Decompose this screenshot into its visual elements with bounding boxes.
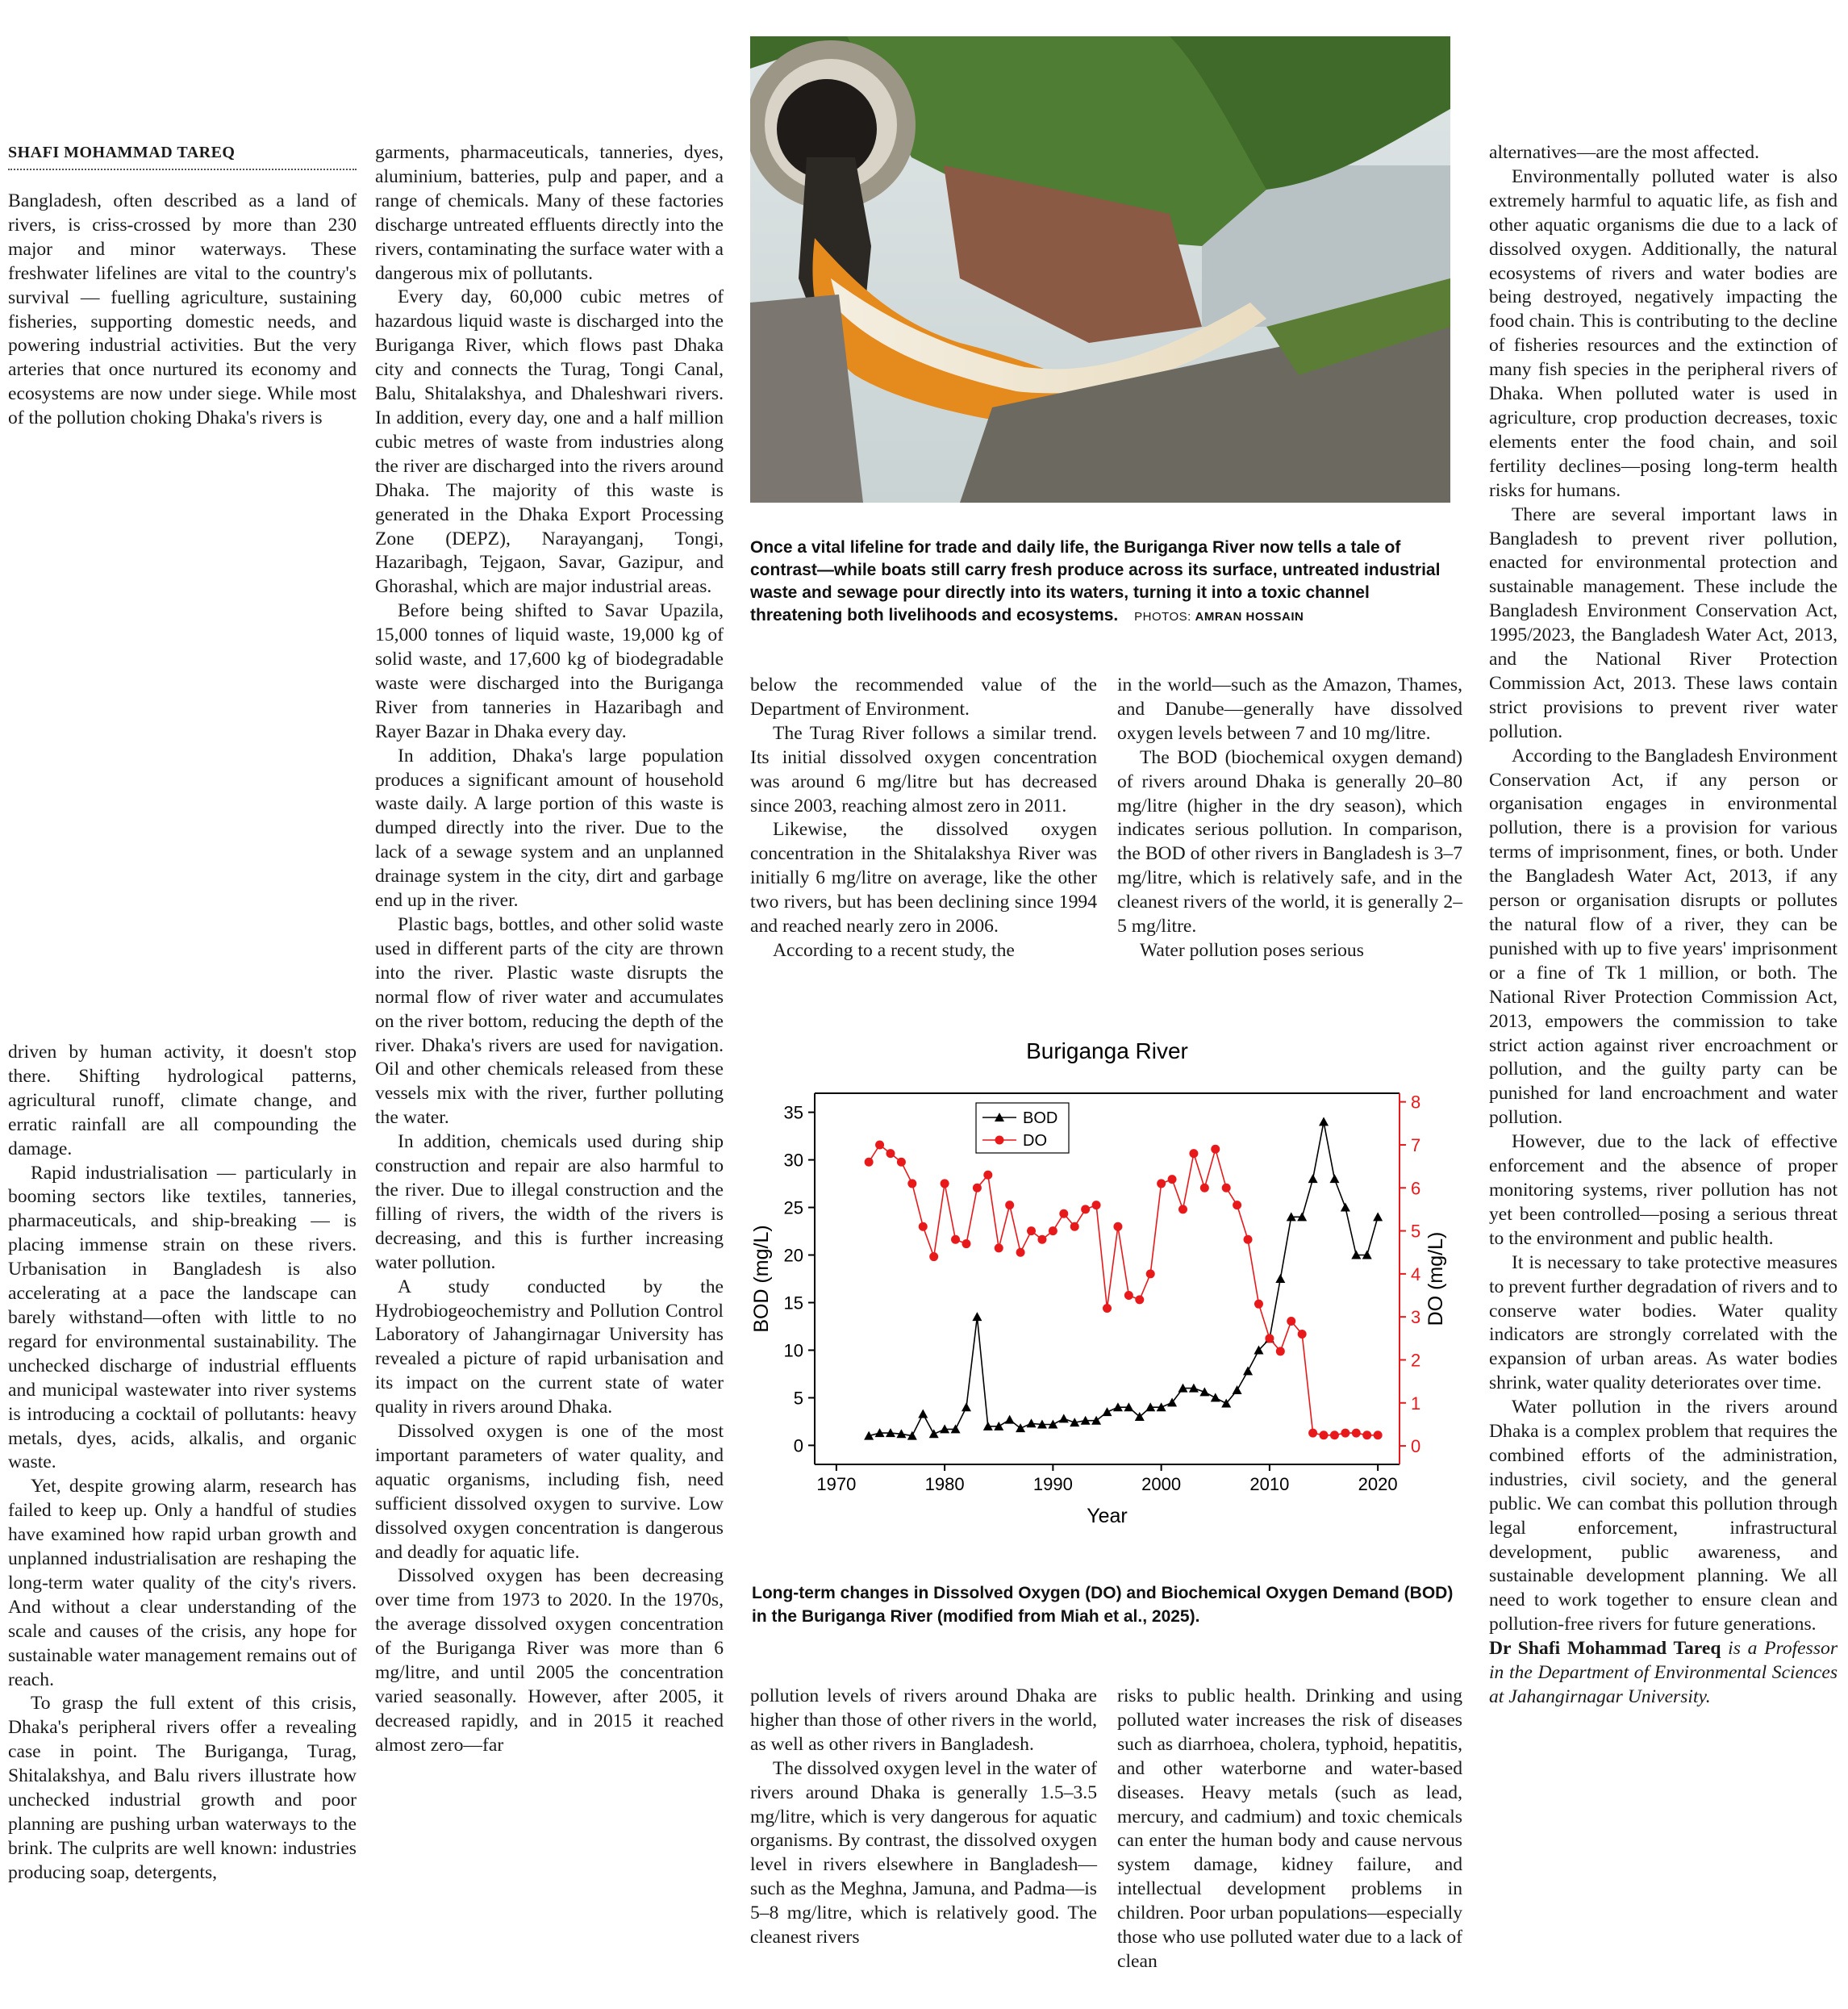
y-tick-label: 30 [783, 1150, 803, 1171]
bod-point [1027, 1418, 1037, 1427]
photo-credit-label: PHOTOS: [1134, 610, 1191, 624]
do-point [1113, 1222, 1122, 1231]
do-point [1330, 1431, 1339, 1439]
paragraph: garments, pharmaceuticals, tanneries, dyes, aluminium, batteries, pulp and paper, and a range of chemicals. Many of these factories discharge untreated effluents directly into the rivers, contaminating the surface water with a dangerous mix of pollutants. [375, 142, 724, 284]
paragraph: Environmentally polluted water is also extremely harmful to aquatic life, as fish and other aquatic organisms die due to a lack of dissolved oxygen. Additionally, the natural ecosystems of rivers and water bodies are being destroyed, negatively impacting the food chain. This is contributing to the decline of fisheries resources and the extinction of many fish species in the peripheral rivers of Dhaka. When polluted water is used in agriculture, crop production decreases, toxic elements enter the food chain, and soil fertility declines—posing long-term health risks for humans. [1489, 165, 1838, 501]
do-point [941, 1179, 949, 1188]
do-point [929, 1252, 938, 1261]
do-point [1189, 1149, 1198, 1158]
bod-point [1005, 1415, 1015, 1424]
do-point [995, 1243, 1003, 1252]
y-tick-label: 35 [783, 1102, 803, 1123]
legend-bod-label: BOD [1023, 1109, 1058, 1127]
y-tick-label: 25 [783, 1197, 803, 1218]
chart-title: Buriganga River [1026, 1038, 1188, 1063]
do-point [1276, 1347, 1285, 1355]
paragraph: Bangladesh, often described as a land of rivers, is criss-crossed by more than 230 major and minor waterways. These freshwater lifelines are vital to the country's survival — fuelling agriculture, sustaining fisheries, supporting domestic needs, and powering industrial activities. But the very arteries that once nurtured its economy and ecosystems are now under siege. While most of the pollution choking Dhaka's rivers is [8, 190, 357, 429]
paragraph: Rapid industrialisation — particularly in booming sectors like textiles, tanneries, pharmaceuticals, and ship-breaking — is placing immense strain on these rivers. Urbanisation in Bangladesh is also accelerating at a pace the landscape can barely withstand—often with little to no regard for environmental sustainability. The unchecked discharge of industrial effluents and municipal wastewater into river systems is introducing a cocktail of pollutants: heavy metals, dyes, acids, alkalis, and organic waste. [8, 1162, 357, 1473]
do-point [1320, 1431, 1329, 1439]
legend-do-label: DO [1023, 1132, 1047, 1150]
paragraph: pollution levels of rivers around Dhaka are higher than those of other rivers in the world, as well as other rivers in Bangladesh. [750, 1685, 1097, 1755]
bod-point [1211, 1393, 1220, 1401]
river-pollution-image [750, 36, 1450, 503]
do-point [907, 1179, 916, 1188]
bod-point [918, 1409, 928, 1418]
photo-caption-text: Once a vital lifeline for trade and daily life, the Buriganga River now tells a tale of contrast—while boats still carry fresh produce across its surface, untreated industrial waste and sewage pour directly into its waters, turning it into a toxic channel threatening both livelihoods and ecosystems. [750, 538, 1441, 624]
y2-axis-label: DO (mg/L) [1425, 1231, 1447, 1326]
y2-tick-label: 5 [1411, 1221, 1421, 1242]
paragraph: Water pollution in the rivers around Dhaka is a complex problem that requires the combined efforts of the administration, industries, civil society, and the general public. We can combat this pollution through legal enforcement, infrastructural development, public awareness, and sustainable development planning. We all need to work together to ensure clean and pollution-free rivers for future generations. [1489, 1397, 1838, 1635]
paragraph: In addition, chemicals used during ship construction and repair are also harmful to the river. Due to illegal construction and the filling of rivers, the width of the rivers is decreasing, and this is further increasing water pollution. [375, 1131, 724, 1273]
paragraph: Plastic bags, bottles, and other solid waste used in different parts of the city are thrown into the river. Plastic waste disrupts the normal flow of river water and accumulates on the river bottom, reducing the depth of the river. Dhaka's rivers are used for navigation. Oil and other chemicals released from these vessels mix with the river, further polluting the water. [375, 914, 724, 1129]
chart-buriganga [750, 1025, 1452, 1541]
y2-tick-label: 6 [1411, 1178, 1421, 1199]
paragraph: Dissolved oxygen has been decreasing over time from 1973 to 2020. In the 1970s, the average dissolved oxygen concentration of the Buriganga River was more than 6 mg/litre, and until 2005 the concentration varied seasonally. However, after 2005, it decreased rapidly, and in 2015 it reached almost zero—far [375, 1565, 724, 1756]
column-1-bottom [8, 1041, 357, 1886]
do-point [1005, 1201, 1014, 1209]
column-5 [1489, 141, 1838, 1710]
paragraph: The dissolved oxygen level in the water of rivers around Dhaka is generally 1.5–3.5 mg/litre, which is very dangerous for aquatic organisms. By contrast, the dissolved oxygen level in rivers elsewhere in Bangladesh—such as the Meghna, Jamuna, and Padma—is 5–8 mg/litre, which is relatively good. The cleanest rivers [750, 1757, 1097, 1948]
do-point [1211, 1145, 1220, 1154]
do-point [1341, 1429, 1349, 1438]
do-point [1049, 1226, 1057, 1235]
y2-tick-label: 2 [1411, 1350, 1421, 1371]
x-tick-label: 1970 [816, 1474, 857, 1494]
do-point [1374, 1431, 1383, 1439]
do-point [1081, 1205, 1090, 1213]
do-point [1103, 1304, 1112, 1313]
do-point [865, 1158, 874, 1167]
y2-tick-label: 1 [1411, 1393, 1421, 1414]
series-line-do [869, 1145, 1378, 1435]
do-point [1059, 1209, 1068, 1218]
bod-point [1373, 1212, 1383, 1221]
do-point [1124, 1291, 1133, 1300]
column-4-top [1117, 674, 1462, 963]
river-photo [750, 36, 1450, 503]
paragraph: Yet, despite growing alarm, research has failed to keep up. Only a handful of studies have examined how rapid urban growth and unplanned industrialisation are reshaping the long-term water quality of the city's rivers. And without a clear understanding of the scale and causes of the crisis, any hope for sustainable water management remains out of reach. [8, 1476, 357, 1690]
paragraph: There are several important laws in Bangladesh to prevent river pollution, enacted for environmental protection and sustainable management. These include the Bangladesh Environment Conservation Act, 1995/2023, the Bangladesh Water Act, 2013, and the National River Protection Commission Act, 2013. These laws contain strict provisions to prevent river water pollution. [1489, 503, 1838, 742]
column-2 [375, 141, 724, 1758]
paragraph: The BOD (biochemical oxygen demand) of rivers around Dhaka is generally 20–80 mg/litre (higher in the dry season), which indicates serious pollution. In comparison, the BOD of other rivers in Bangladesh is 3–7 mg/litre, which is relatively safe, and in the cleanest rivers of the world, it is generally 2–5 mg/litre. [1117, 746, 1462, 938]
do-point [1146, 1269, 1155, 1278]
bod-point [972, 1312, 982, 1321]
do-point [983, 1171, 992, 1180]
paragraph: Dissolved oxygen is one of the most important parameters of water quality, and aquatic organisms, including fish, need sufficient dissolved oxygen to survive. Low dissolved oxygen concentration is dangerous and deadly for aquatic life. [375, 1421, 724, 1563]
legend-do-marker [995, 1136, 1004, 1145]
y-tick-label: 5 [793, 1388, 803, 1409]
do-point [1016, 1248, 1025, 1257]
paragraph: According to the Bangladesh Environment Conservation Act, if any person or organisation engages in environmental pollution, there is a provision for various terms of imprisonment, fines, or both. Under the Bangladesh Water Act, 2013, if any person or organisation disrupts or pollutes the natural flow of a river, they can be punished with up to five years' imprisonment or a fine of Tk 1 million, or both. The National River Protection Commission Act, 2013, empowers the commission to take strict action against river encroachment or pollution, and the guilty party can be punished for land encroachment and water pollution. [1489, 745, 1838, 1129]
do-point [1070, 1222, 1079, 1231]
paragraph: According to a recent study, the [773, 939, 1015, 961]
bod-point [1233, 1385, 1242, 1394]
do-point [951, 1235, 960, 1244]
do-point [919, 1222, 928, 1231]
do-point [1352, 1429, 1361, 1438]
column-4-bottom [1117, 1685, 1462, 1974]
paragraph: risks to public health. Drinking and using polluted water increases the risk of diseases such as diarrhoea, cholera, typhoid, hepatitis, and other waterborne and water-based diseases. Heavy metals (such as lead, mercury, and cadmium) and toxic chemicals can enter the human body and cause nervous system damage, kidney failure, and intellectual development problems in children. Poor urban populations—especially those who use polluted water due to a lack of clean [1117, 1685, 1462, 1972]
paragraph: Before being shifted to Savar Upazila, 15,000 tonnes of liquid waste, 19,000 kg of solid waste, and 17,600 kg of biodegradable waste were discharged into the Buriganga River from tanneries in Hazaribagh and Rayer Bazar in Dhaka every day. [375, 600, 724, 742]
paragraph: Likewise, the dissolved oxygen concentration in the Shitalakshya River was initially 6 mg/litre on average, like the other two rivers, but has been declining since 1994 and reached nearly zero in 2006. [750, 819, 1097, 938]
x-tick-label: 2000 [1141, 1474, 1182, 1494]
do-point [1037, 1235, 1046, 1244]
do-point [1222, 1184, 1231, 1192]
paragraph: driven by human activity, it doesn't stop there. Shifting hydrological patterns, agricultural runoff, climate change, and erratic rainfall are all compounding the damage. [8, 1042, 357, 1159]
do-point [1178, 1205, 1187, 1213]
y2-tick-label: 7 [1411, 1134, 1421, 1155]
bod-point [1059, 1414, 1069, 1422]
bod-point [929, 1429, 939, 1438]
do-point [1233, 1201, 1241, 1209]
author-name: Dr Shafi Mohammad Tareq [1489, 1638, 1721, 1660]
do-point [962, 1239, 970, 1248]
paragraph: A study conducted by the Hydrobiogeochemistry and Pollution Control Laboratory of Jahangirnagar University has revealed a picture of rapid urbanisation and its impact on the current state of water quality in rivers around Dhaka. [375, 1276, 724, 1418]
paragraph: Every day, 60,000 cubic metres of hazardous liquid waste is discharged into the Buriganga River, which flows past Dhaka city and connects the Turag, Tongi Canal, Balu, Shitalakshya, and Dhaleshwari rivers. In addition, every day, one and a half million cubic metres of waste from industries along the river are discharged into the rivers around Dhaka. The majority of this waste is generated in the Dhaka Export Processing Zone (DEPZ), Narayanganj, Tongi, Hazaribagh, Tejgaon, Savar, Gazipur, and Ghorashal, which are major industrial areas. [375, 286, 724, 598]
do-point [1092, 1201, 1101, 1209]
bod-point [1319, 1117, 1329, 1126]
bod-point [962, 1402, 971, 1411]
do-point [1254, 1300, 1263, 1309]
column-3-top [750, 674, 1097, 963]
column-1-top [8, 190, 357, 431]
bod-point [1275, 1274, 1285, 1283]
do-point [886, 1149, 895, 1158]
author-description: is a Professor in the Department of Environmental Sciences at Jahangirnagar University. [1489, 1638, 1838, 1707]
x-axis-label: Year [1087, 1505, 1128, 1527]
x-tick-label: 1990 [1032, 1474, 1073, 1494]
paragraph: To grasp the full extent of this crisis, Dhaka's peripheral rivers offer a revealing case in point. The Buriganga, Turag, Shitalakshya, and Balu rivers illustrate how unchecked industrial growth and poor planning are pushing urban waterways to the brink. The culprits are well known: industries producing soap, detergents, [8, 1693, 357, 1883]
bod-point [1016, 1423, 1025, 1432]
do-point [1135, 1295, 1144, 1304]
y-tick-label: 20 [783, 1245, 803, 1266]
x-tick-label: 2020 [1358, 1474, 1398, 1494]
paragraph: alternatives—are the most affected. [1489, 142, 1759, 163]
photo-caption [750, 537, 1452, 629]
do-point [1168, 1175, 1177, 1184]
paragraph: It is necessary to take protective measures to prevent further degradation of rivers and to conserve water bodies. Water quality indicators are strongly correlated with the expansion of urban areas. As water bodies shrink, water quality deteriorates over time. [1489, 1251, 1838, 1394]
y2-tick-label: 0 [1411, 1436, 1421, 1457]
do-point [1287, 1317, 1295, 1326]
column-3-bottom [750, 1685, 1097, 1950]
y2-tick-label: 3 [1411, 1307, 1421, 1328]
paragraph: below the recommended value of the Department of Environment. [750, 675, 1097, 720]
do-point [1157, 1179, 1166, 1188]
author-bio [1489, 1637, 1838, 1710]
y2-tick-label: 4 [1411, 1263, 1421, 1284]
bod-point [1308, 1174, 1318, 1183]
bod-point [1243, 1366, 1253, 1375]
paragraph: The Turag River follows a similar trend. Its initial dissolved oxygen concentration was around 6 mg/litre but has decreased since 2003, reaching almost zero in 2011. [750, 722, 1097, 817]
y-tick-label: 10 [783, 1340, 803, 1361]
do-point [1298, 1330, 1307, 1339]
chart-svg [750, 1025, 1452, 1541]
y-tick-label: 15 [783, 1293, 803, 1314]
byline: SHAFI MOHAMMAD TAREQ [8, 144, 357, 170]
do-point [1308, 1429, 1317, 1438]
do-point [973, 1184, 982, 1192]
series-line-bod [869, 1121, 1378, 1435]
photo-credit-name: AMRAN HOSSAIN [1195, 610, 1304, 624]
paragraph: in the world—such as the Amazon, Thames, and Danube—generally have dissolved oxygen levels between 7 and 10 mg/litre. [1117, 675, 1462, 744]
x-tick-label: 1980 [924, 1474, 965, 1494]
y-tick-label: 0 [793, 1435, 803, 1456]
photo-credit [1134, 610, 1304, 624]
paragraph: Water pollution poses serious [1140, 939, 1364, 961]
bod-point [1329, 1174, 1339, 1183]
y2-tick-label: 8 [1411, 1092, 1421, 1113]
bod-point [1341, 1203, 1350, 1212]
paragraph: However, due to the lack of effective enforcement and the absence of proper monitoring systems, river pollution has not yet been controlled—posing a serious threat to the environment and public health. [1489, 1131, 1838, 1249]
x-tick-label: 2010 [1249, 1474, 1290, 1494]
do-point [1362, 1431, 1371, 1439]
chart-caption: Long-term changes in Dissolved Oxygen (DO) and Biochemical Oxygen Demand (BOD) in the Buriganga River (modified from Miah et al., 2025). [752, 1584, 1454, 1626]
y-axis-label: BOD (mg/L) [750, 1225, 773, 1333]
do-point [875, 1140, 884, 1149]
do-point [1265, 1334, 1274, 1343]
bod-point [1199, 1387, 1209, 1396]
bod-point [1103, 1407, 1112, 1416]
paragraph: In addition, Dhaka's large population produces a significant amount of household waste daily. A large portion of this waste is dumped directly into the river. Due to the lack of a sewage system and an unplanned drainage system in the city, dirt and garbage end up in the river. [375, 745, 724, 912]
do-point [1244, 1235, 1253, 1244]
do-point [1027, 1226, 1036, 1235]
do-point [1200, 1184, 1209, 1192]
do-point [897, 1158, 906, 1167]
